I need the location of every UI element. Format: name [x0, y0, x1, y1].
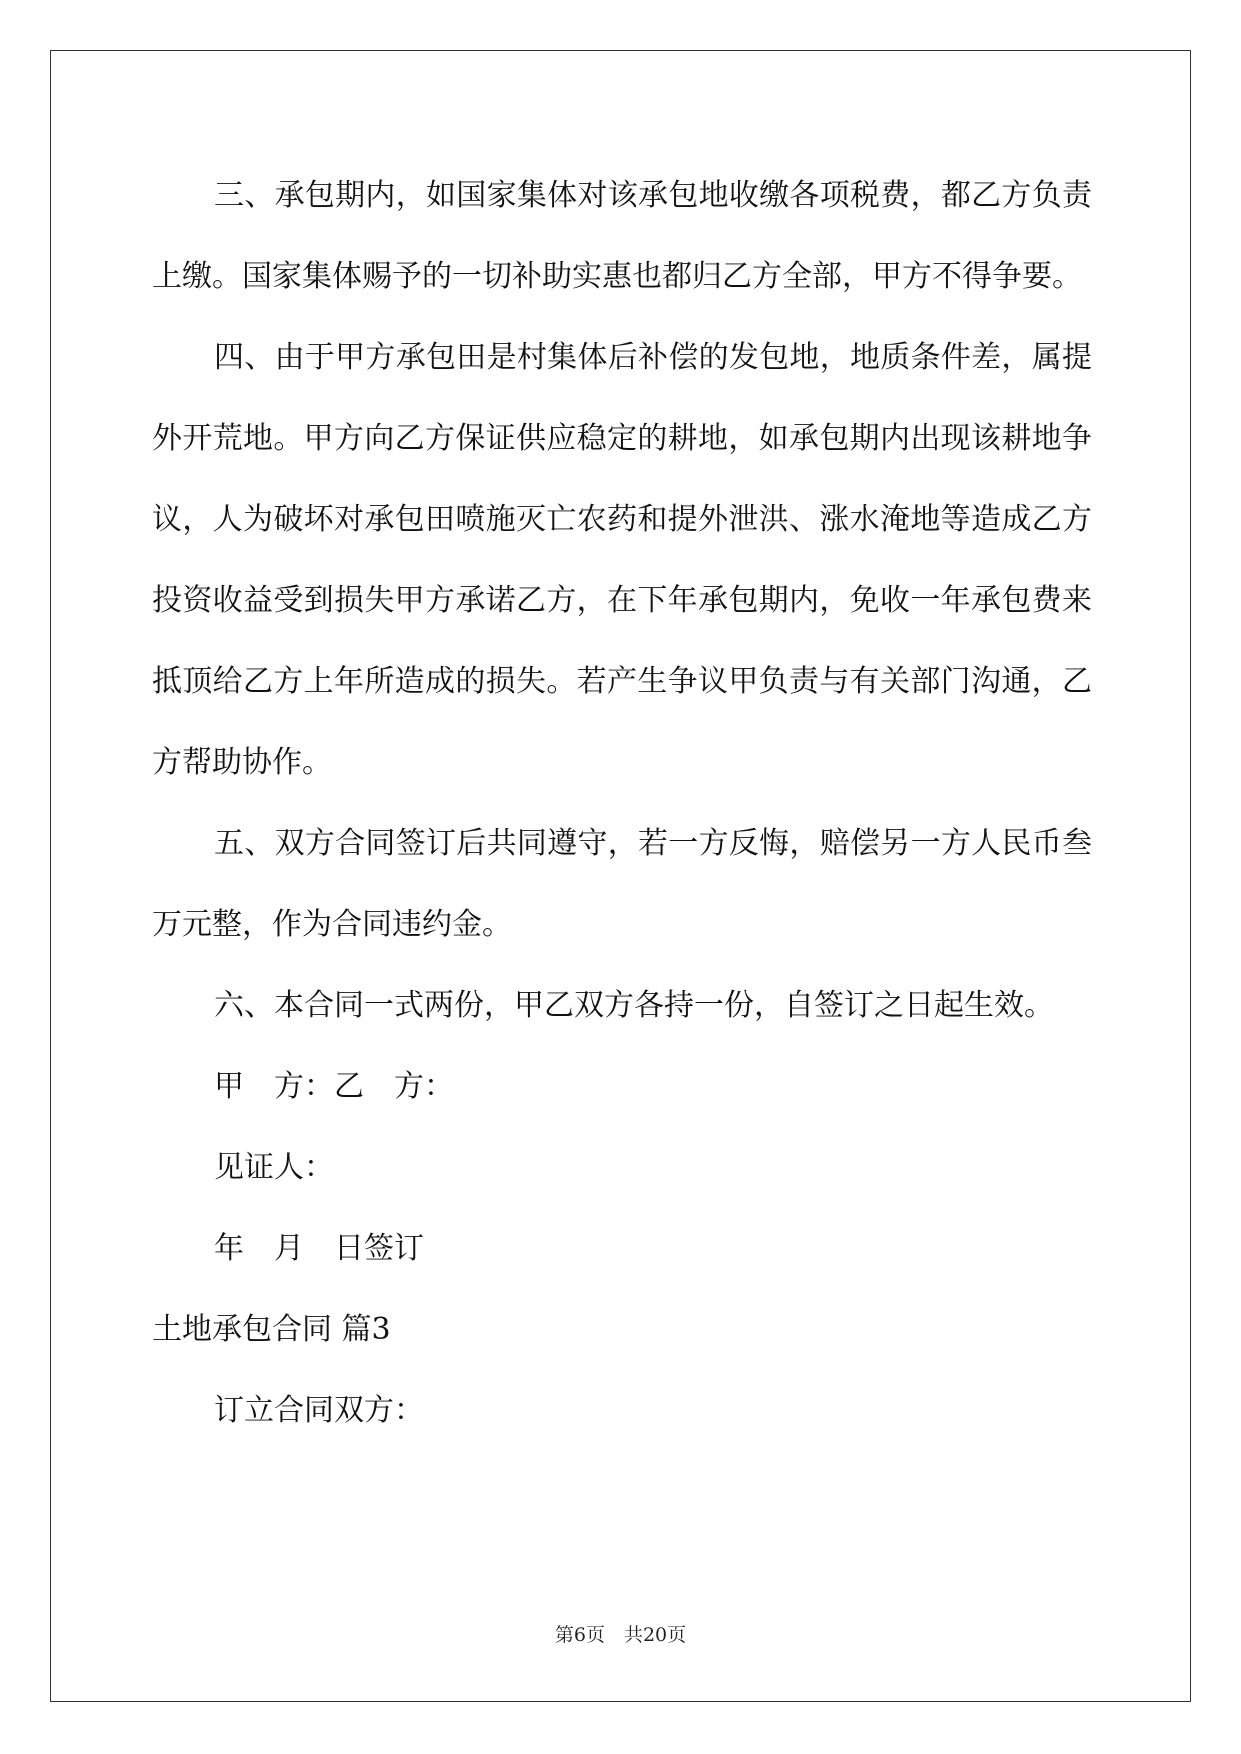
- clause-5-paragraph: 五、双方合同签订后共同遵守，若一方反悔，赔偿另一方人民币叁万元整，作为合同违约金。: [152, 826, 1092, 942]
- page-number-footer: 第6页 共20页: [554, 1624, 687, 1646]
- clause-3-paragraph: 三、承包期内，如国家集体对该承包地收缴各项税费，都乙方负责上缴。国家集体赐予的一切补助实惠也都归乙方全部，甲方不得争要。: [152, 178, 1092, 294]
- contract-parties-line: 订立合同双方：: [214, 1393, 424, 1428]
- witness-line: 见证人：: [214, 1150, 334, 1185]
- document-body: [152, 155, 1092, 1451]
- parties-line: 甲 方：乙 方：: [214, 1069, 454, 1104]
- sign-date-line: 年 月 日签订: [214, 1231, 424, 1266]
- clause-4-paragraph: 四、由于甲方承包田是村集体后补偿的发包地，地质条件差，属提外开荒地。甲方向乙方保证供应稳定的耕地，如承包期内出现该耕地争议，人为破坏对承包田喷施灭亡农药和提外泄洪、涨水淹地等造成乙方投资收益受到损失甲方承诺乙方，在下年承包期内，免收一年承包费来抵顶给乙方上年所造成的损失。若产生争议甲负责与有关部门沟通，乙方帮助协作。: [152, 340, 1092, 780]
- section-title: 土地承包合同 篇3: [152, 1312, 391, 1347]
- clause-6-paragraph: 六、本合同一式两份，甲乙双方各持一份，自签订之日起生效。: [214, 988, 1054, 1023]
